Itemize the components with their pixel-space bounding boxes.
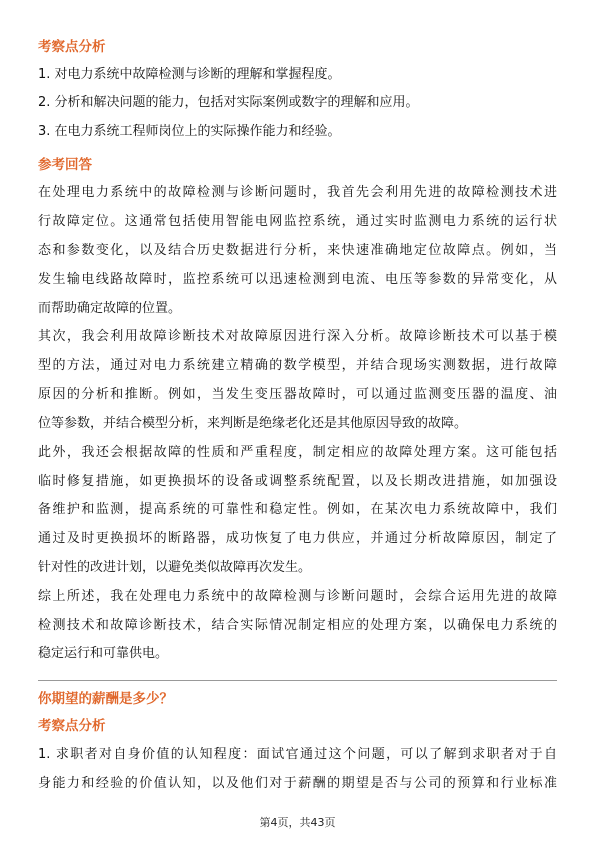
answer-line: 态和参数变化，以及结合历史数据进行分析，来快速准确地定位故障点。例如，当 xyxy=(38,243,557,258)
analysis-item: 1. 对电力系统中故障检测与诊断的理解和掌握程度。 xyxy=(38,67,341,82)
page-number: 第4页，共43页 xyxy=(259,816,336,829)
answer-line: 临时修复措施，如更换损坏的设备或调整系统配置，以及长期改进措施，如加强设 xyxy=(38,474,557,489)
answer-line: 通过及时更换损坏的断路器，成功恢复了电力供应，并通过分析故障原因，制定了 xyxy=(38,531,557,546)
section-heading-reference-answer: 参考回答 xyxy=(38,157,92,173)
answer-line: 位等参数，并结合模型分析，来判断是绝缘老化还是其他原因导致的故障。 xyxy=(38,416,468,431)
answer-line: 其次，我会利用故障诊断技术对故障原因进行深入分析。故障诊断技术可以基于模 xyxy=(38,329,557,344)
answer-line: 在处理电力系统中的故障检测与诊断问题时，我首先会利用先进的故障检测技术进 xyxy=(38,185,557,200)
answer-line: 备维护和监测，提高系统的可靠性和稳定性。例如，在某次电力系统故障中，我们 xyxy=(38,502,557,517)
section-heading-analysis-2: 考察点分析 xyxy=(38,718,106,734)
section-heading-analysis: 考察点分析 xyxy=(38,39,106,55)
answer-line: 而帮助确定故障的位置。 xyxy=(38,301,182,316)
answer-line: 行故障定位。这通常包括使用智能电网监控系统，通过实时监测电力系统的运行状 xyxy=(38,214,557,229)
question-heading-salary: 你期望的薪酬是多少？ xyxy=(38,691,173,707)
answer-line: 型的方法，通过对电力系统建立精确的数学模型，并结合现场实测数据，进行故障 xyxy=(38,358,557,373)
answer-line: 综上所述，我在处理电力系统中的故障检测与诊断问题时，会综合运用先进的故障 xyxy=(38,589,557,604)
answer-line: 原因的分析和推断。例如，当发生变压器故障时，可以通过监测变压器的温度、油 xyxy=(38,387,557,402)
answer-line: 检测技术和故障诊断技术，结合实际情况制定相应的处理方案，以确保电力系统的 xyxy=(38,618,557,633)
analysis-line: 1. 求职者对自身价值的认知程度：面试官通过这个问题，可以了解到求职者对于自 xyxy=(38,747,557,762)
answer-line: 此外，我还会根据故障的性质和严重程度，制定相应的故障处理方案。这可能包括 xyxy=(38,445,557,460)
section-divider xyxy=(38,680,557,681)
analysis-line: 身能力和经验的价值认知，以及他们对于薪酬的期望是否与公司的预算和行业标准 xyxy=(38,776,557,791)
analysis-item: 2. 分析和解决问题的能力，包括对实际案例或数字的理解和应用。 xyxy=(38,95,419,110)
analysis-item: 3. 在电力系统工程师岗位上的实际操作能力和经验。 xyxy=(38,124,341,139)
answer-line: 稳定运行和可靠供电。 xyxy=(38,646,169,661)
answer-line: 发生输电线路故障时，监控系统可以迅速检测到电流、电压等参数的异常变化，从 xyxy=(38,272,557,287)
answer-line: 针对性的改进计划，以避免类似故障再次发生。 xyxy=(38,560,312,575)
